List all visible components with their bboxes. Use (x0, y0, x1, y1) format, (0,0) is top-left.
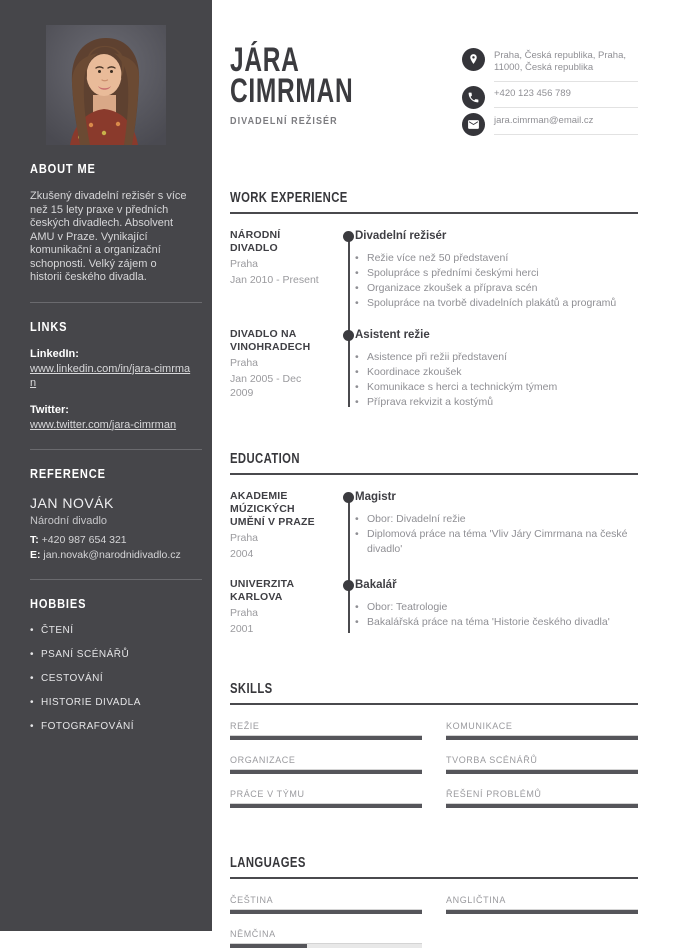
skill-item (446, 789, 638, 808)
hobby-list (30, 625, 196, 732)
bullet-item: • Spolupráce na tvorbě divadelních plakátů a programů (355, 296, 638, 311)
contact-location: Praha, Česká republika, Praha, 11000, Česká republika (494, 47, 638, 82)
about-text: Zkušený divadelní režisér s více než 15 lety praxe v předních českých divadlech. Absolvent AMU v Praze. Vynikající komunikační a organizační schopnosti. Velký zájem o historii českého divadla. (30, 190, 187, 283)
hobby-item: • ČTENÍ (30, 625, 196, 636)
hobby-item: • FOTOGRAFOVÁNÍ (30, 721, 196, 732)
reference-email (30, 549, 196, 562)
skill-bar-fill (446, 770, 638, 774)
entry-description (355, 578, 638, 636)
skill-bar-fill (230, 736, 422, 740)
bullet-item: • Obor: Teatrologie (355, 600, 638, 615)
languages-section (230, 854, 638, 948)
work-entries (230, 229, 638, 410)
language-bar (446, 909, 638, 914)
language-bar (230, 909, 422, 914)
phone-icon (462, 86, 485, 109)
language-name: ANGLIČTINA (446, 895, 507, 905)
work-bullets (355, 251, 638, 311)
contact-phone: +420 123 456 789 (494, 85, 638, 108)
skill-bar (446, 735, 638, 740)
timeline-dot (343, 580, 354, 591)
last-name: CIMRMAN (230, 72, 354, 110)
timeline-dot (343, 231, 354, 242)
candidate-name (230, 41, 354, 110)
education-heading (230, 450, 638, 475)
degree-title: Magistr (355, 491, 396, 503)
contact-email: jara.cimrman@email.cz (494, 112, 638, 135)
skills-grid (230, 721, 638, 808)
main-content (212, 0, 675, 939)
skill-bar-fill (446, 804, 638, 808)
skill-bar (230, 735, 422, 740)
bullet-item: • Diplomová práce na téma 'Vliv Járy Cimrmana na české divadlo' (355, 527, 638, 557)
skill-name: KOMUNIKACE (446, 721, 513, 731)
contact-row-email (462, 112, 638, 136)
skill-item (446, 721, 638, 740)
hobby-item: • CESTOVÁNÍ (30, 673, 196, 684)
school-name: UNIVERZITA KARLOVA (230, 578, 294, 603)
languages-grid (230, 895, 638, 948)
skill-name: PRÁCE V TÝMU (230, 789, 305, 799)
link-label: Twitter: (30, 403, 69, 416)
link-item-linkedin (30, 348, 196, 390)
entry-description (355, 229, 638, 311)
education-bullets (355, 512, 638, 557)
twitter-link[interactable]: www.twitter.com/jara-cimrman (30, 418, 177, 431)
job-title: DIVADELNÍ REŽISÉR (230, 116, 338, 127)
education-entries (230, 490, 638, 636)
language-item (446, 895, 638, 914)
graduation-year: 2001 (230, 623, 254, 635)
section-title: WORK EXPERIENCE (230, 190, 348, 206)
employment-dates: Jan 2010 - Present (230, 274, 319, 286)
company-location: Praha (230, 258, 259, 270)
skill-bar-fill (230, 804, 422, 808)
work-bullets (355, 350, 638, 410)
bullet-item: • Bakalářská práce na téma 'Historie českého divadla' (355, 615, 638, 630)
bullet-item: • Komunikace s herci a technickým týmem (355, 380, 638, 395)
contact-block (462, 47, 638, 139)
language-item-spacer (446, 929, 638, 948)
education-section (230, 450, 638, 636)
skill-name: REŽIE (230, 721, 260, 731)
reference-phone (30, 534, 196, 547)
skill-bar-fill (446, 736, 638, 740)
entry-meta (230, 229, 340, 311)
entry-meta (230, 490, 340, 561)
bullet-item: • Příprava rekvizit a kostýmů (355, 395, 638, 410)
bullet-item: • Režie více než 50 představení (355, 251, 638, 266)
entry-meta (230, 578, 340, 636)
phone-label: T: (30, 533, 39, 546)
languages-heading (230, 854, 638, 879)
job-role: Divadelní režisér (355, 230, 447, 242)
skill-item (230, 721, 422, 740)
about-section (0, 145, 212, 285)
skill-bar-fill (230, 770, 422, 774)
skill-item (230, 789, 422, 808)
school-location: Praha (230, 607, 259, 619)
contact-row-location (462, 47, 638, 82)
location-pin-icon (462, 48, 485, 71)
section-title: LANGUAGES (230, 855, 306, 871)
linkedin-link[interactable]: www.linkedin.com/in/jara-cimrman (30, 362, 191, 389)
profile-photo (46, 25, 166, 145)
school-name: AKADEMIE MÚZICKÝCH UMĚNÍ V PRAZE (230, 490, 315, 528)
reference-section (0, 450, 212, 562)
language-bar-fill (446, 910, 638, 914)
section-title: SKILLS (230, 681, 273, 697)
entry-description (355, 490, 638, 561)
language-bar-fill (230, 910, 422, 914)
skill-item (230, 755, 422, 774)
skill-name: ŘEŠENÍ PROBLÉMŮ (446, 789, 542, 799)
education-entry (230, 490, 638, 561)
education-bullets (355, 600, 638, 630)
bullet-item: • Spolupráce s předními českými herci (355, 266, 638, 281)
education-entry (230, 578, 638, 636)
hobby-item: • PSANÍ SCÉNÁŘŮ (30, 649, 196, 660)
links-section (0, 303, 212, 432)
degree-title: Bakalář (355, 579, 397, 591)
bullet-item: • Obor: Divadelní režie (355, 512, 638, 527)
link-label: LinkedIn: (30, 347, 79, 360)
email-label: E: (30, 548, 41, 561)
timeline-dot (343, 492, 354, 503)
language-item (230, 895, 422, 914)
skill-bar (230, 769, 422, 774)
school-location: Praha (230, 532, 259, 544)
reference-heading: REFERENCE (30, 465, 106, 481)
first-name: JÁRA (230, 41, 300, 79)
language-bar-fill (230, 944, 307, 948)
bullet-item: • Asistence při režii představení (355, 350, 638, 365)
name-block (230, 41, 401, 139)
hobbies-heading: HOBBIES (30, 595, 87, 611)
skill-item (446, 755, 638, 774)
email-icon (462, 113, 485, 136)
skill-name: ORGANIZACE (230, 755, 296, 765)
skill-bar (446, 803, 638, 808)
language-name: NĚMČINA (230, 929, 276, 939)
language-bar (230, 943, 422, 948)
company-name: NÁRODNÍ DIVADLO (230, 229, 281, 254)
language-item (230, 929, 422, 948)
email-value: jan.novak@narodnidivadlo.cz (43, 548, 181, 561)
reference-organization: Národní divadlo (30, 514, 108, 527)
skill-bar (446, 769, 638, 774)
skill-bar (230, 803, 422, 808)
skills-heading (230, 680, 638, 705)
bullet-item: • Koordinace zkoušek (355, 365, 638, 380)
header (230, 41, 638, 139)
job-role: Asistent režie (355, 329, 430, 341)
language-name: ČEŠTINA (230, 895, 274, 905)
entry-description (355, 328, 638, 410)
skills-section (230, 680, 638, 808)
timeline-dot (343, 330, 354, 341)
links-heading: LINKS (30, 318, 68, 334)
employment-dates: Jan 2005 - Dec 2009 (230, 373, 302, 399)
hobbies-section (0, 580, 212, 732)
bullet-item: • Organizace zkoušek a příprava scén (355, 281, 638, 296)
company-location: Praha (230, 357, 259, 369)
link-item-twitter (30, 404, 196, 432)
entry-meta (230, 328, 340, 410)
about-heading: ABOUT ME (30, 161, 96, 176)
company-name: DIVADLO NA VINOHRADECH (230, 328, 311, 353)
phone-value: +420 987 654 321 (41, 533, 127, 546)
graduation-year: 2004 (230, 548, 254, 560)
sidebar (0, 0, 212, 931)
work-entry (230, 328, 638, 410)
hobby-item: • HISTORIE DIVADLA (30, 697, 196, 708)
reference-name: JAN NOVÁK (30, 494, 114, 511)
contact-row-phone (462, 85, 638, 109)
work-experience-section (230, 189, 638, 410)
work-experience-heading (230, 189, 638, 214)
skill-name: TVORBA SCÉNÁŘŮ (446, 755, 538, 765)
work-entry (230, 229, 638, 311)
section-title: EDUCATION (230, 451, 300, 467)
portrait-illustration (46, 25, 166, 145)
